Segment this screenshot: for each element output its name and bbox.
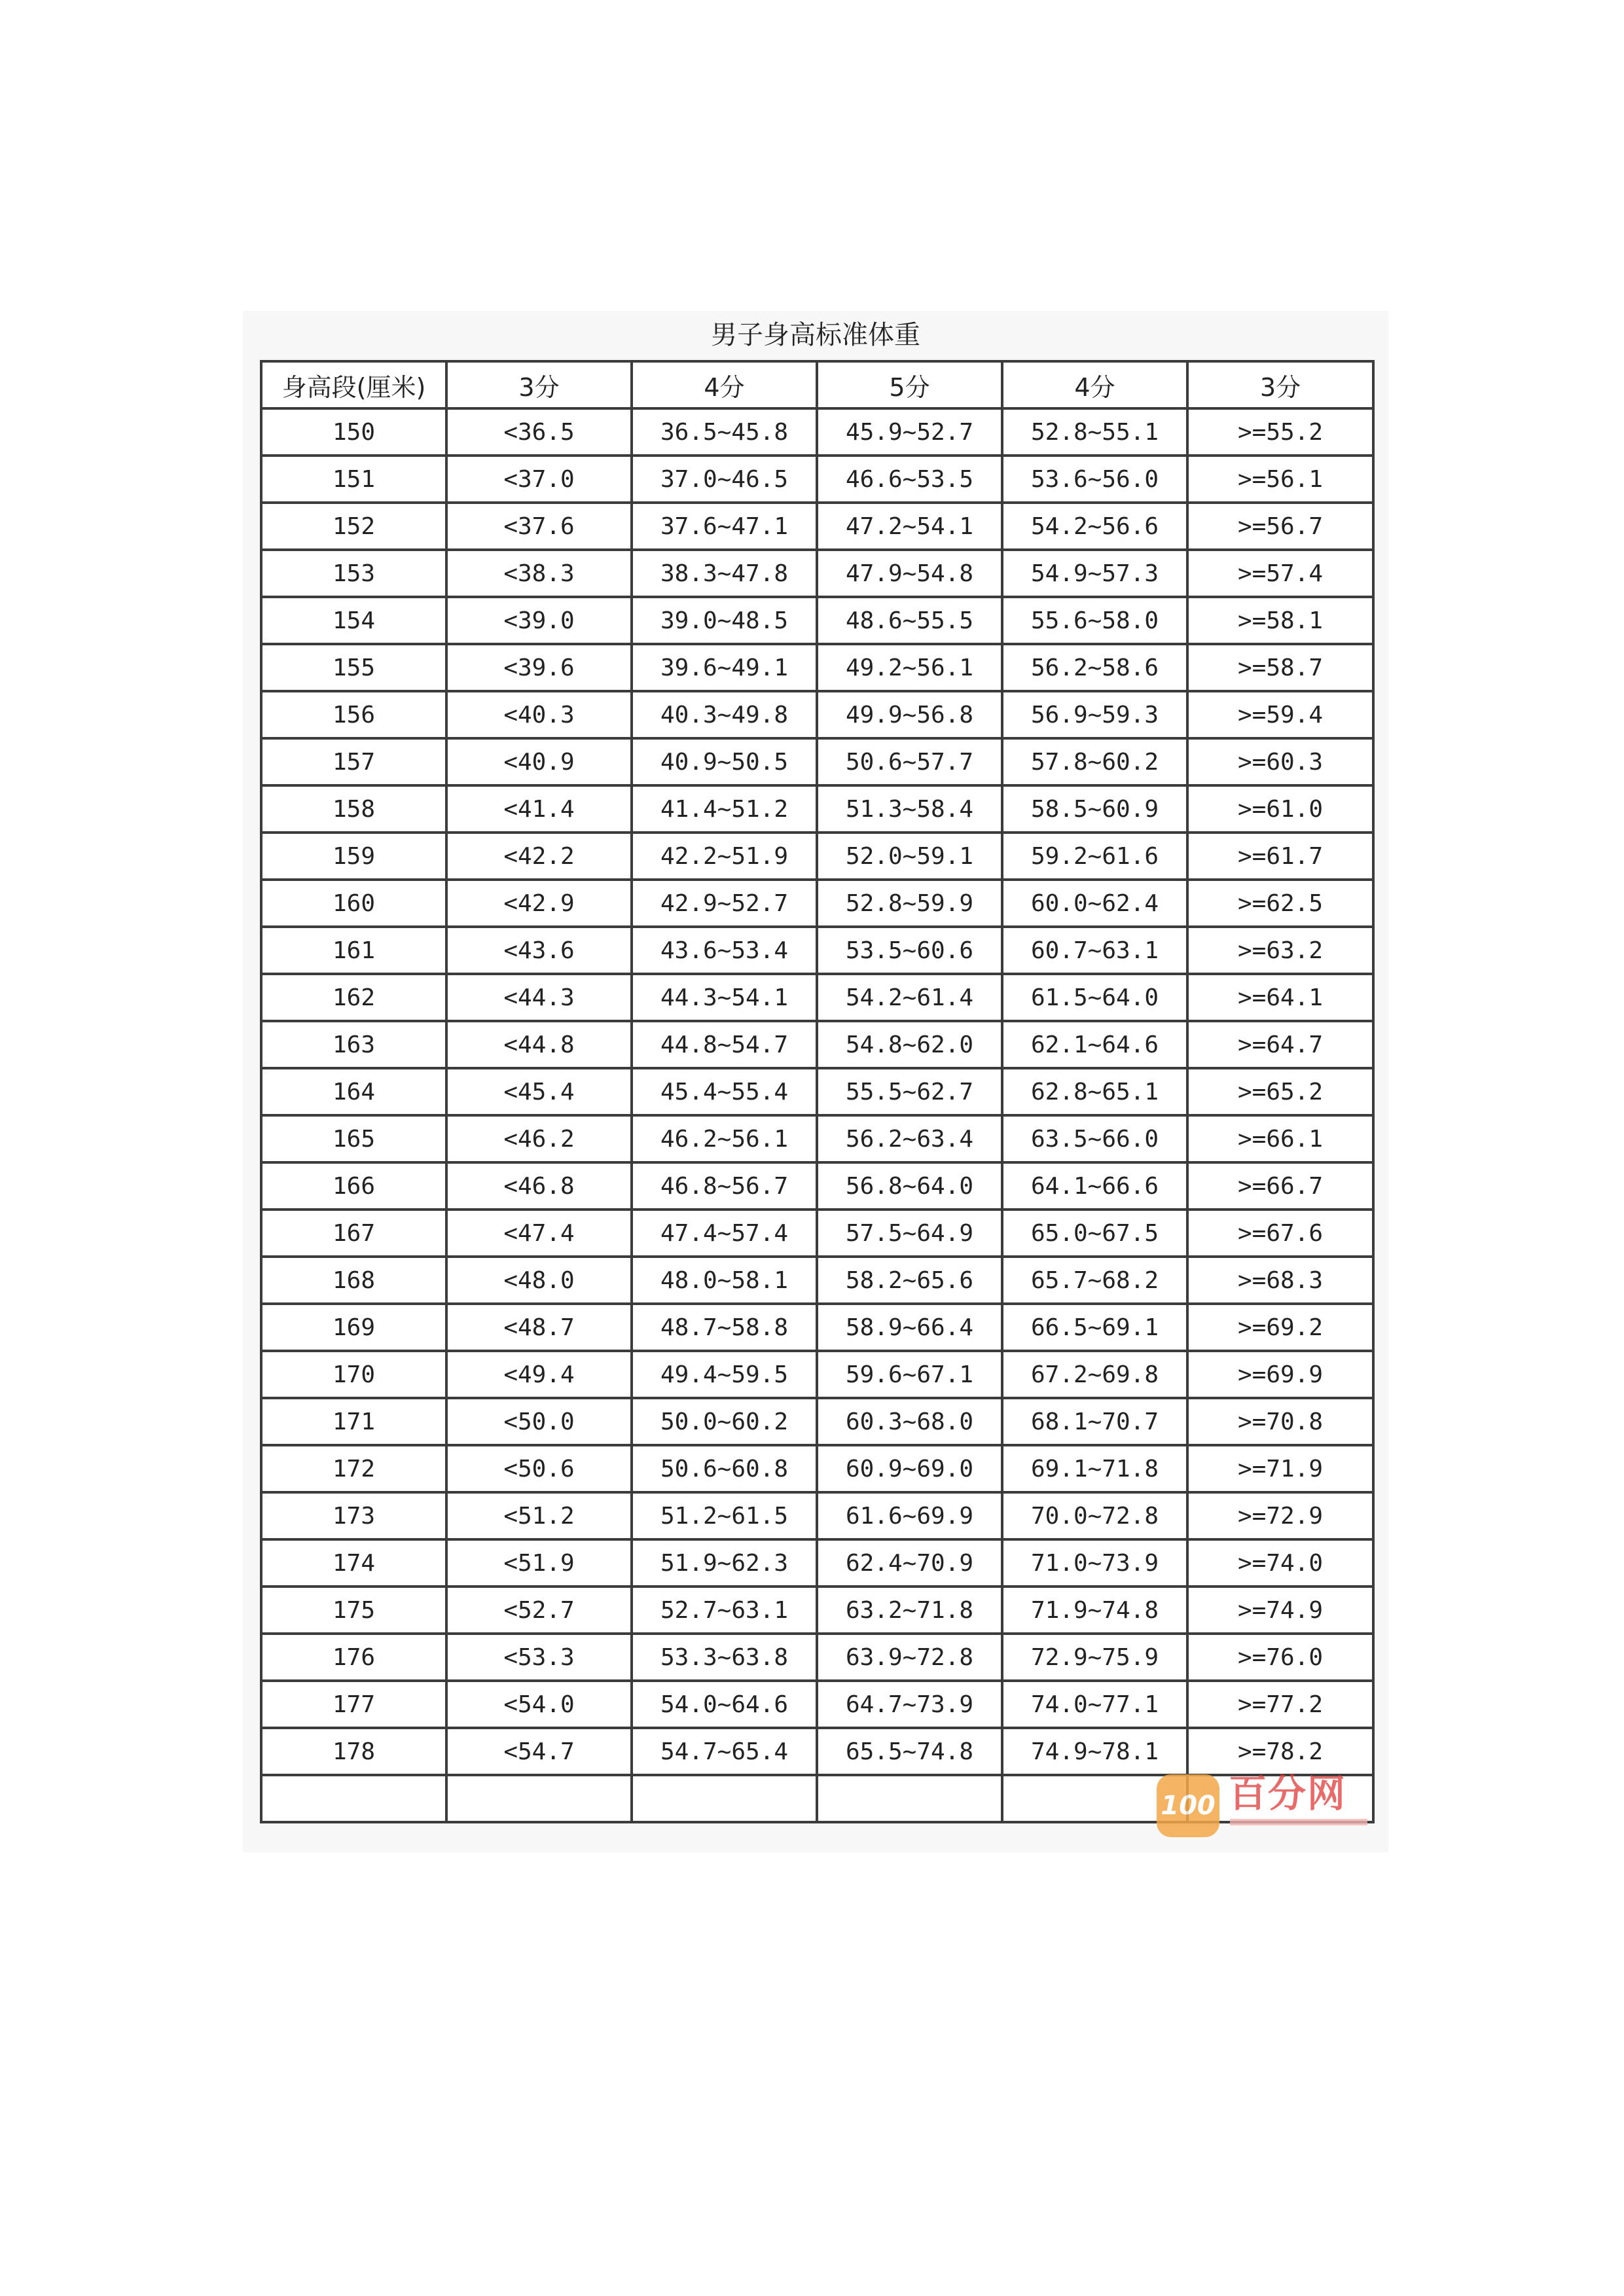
cell-score-4-low: 37.6~47.1 (632, 503, 817, 550)
header-score-3-low: 3分 (446, 361, 632, 408)
cell-score-3-low: <44.3 (446, 974, 632, 1021)
cell-height: 151 (261, 456, 446, 503)
cell-score-4-high: 71.9~74.8 (1002, 1587, 1187, 1634)
header-score-4-high: 4分 (1002, 361, 1187, 408)
table-row (261, 833, 1373, 880)
cell-score-3-high: >=72.9 (1187, 1492, 1373, 1539)
cell-score-3-high: >=71.9 (1187, 1445, 1373, 1492)
cell-score-3-high: >=57.4 (1187, 550, 1373, 597)
cell-score-3-low: <39.6 (446, 644, 632, 691)
cell-score-3-high: >=67.6 (1187, 1210, 1373, 1257)
table-row (261, 1115, 1373, 1162)
cell-score-4-low: 45.4~55.4 (632, 1068, 817, 1115)
cell-score-3-low: <40.9 (446, 738, 632, 785)
cell-score-3-high: >=58.1 (1187, 597, 1373, 644)
cell-score-3-high: >=59.4 (1187, 691, 1373, 738)
cell-score-5: 61.6~69.9 (817, 1492, 1002, 1539)
cell-score-4-high: 65.0~67.5 (1002, 1210, 1187, 1257)
cell-score-5: 64.7~73.9 (817, 1681, 1002, 1728)
cell-score-3-high: >=69.2 (1187, 1304, 1373, 1351)
cell-score-4-high: 53.6~56.0 (1002, 456, 1187, 503)
document-page (243, 311, 1388, 1852)
cell-score-5: 57.5~64.9 (817, 1210, 1002, 1257)
cell-score-5: 49.9~56.8 (817, 691, 1002, 738)
cell-score-3-low: <42.9 (446, 880, 632, 927)
cell-score-5: 60.9~69.0 (817, 1445, 1002, 1492)
cell-score-4-high: 70.0~72.8 (1002, 1492, 1187, 1539)
cell-height: 150 (261, 408, 446, 456)
table-row (261, 644, 1373, 691)
cell-score-3-low: <52.7 (446, 1587, 632, 1634)
cell-score-3-low: <54.0 (446, 1681, 632, 1728)
cell-score-3-high: >=64.1 (1187, 974, 1373, 1021)
cell-score-3-high: >=56.1 (1187, 456, 1373, 503)
table-row (261, 1162, 1373, 1210)
table-row (261, 1492, 1373, 1539)
cell-score-3-high: >=70.8 (1187, 1398, 1373, 1445)
cell-score-5: 58.9~66.4 (817, 1304, 1002, 1351)
cell-score-4-low: 51.2~61.5 (632, 1492, 817, 1539)
cell-score-4-low: 36.5~45.8 (632, 408, 817, 456)
cell-score-4-high: 74.0~77.1 (1002, 1681, 1187, 1728)
cell-score-3-low: <39.0 (446, 597, 632, 644)
header-score-3-high: 3分 (1187, 361, 1373, 408)
cell-score-3-low: <54.7 (446, 1728, 632, 1775)
cell-height: 165 (261, 1115, 446, 1162)
cell-score-4-low: 37.0~46.5 (632, 456, 817, 503)
cell-height: 170 (261, 1351, 446, 1398)
cell-score-5: 52.8~59.9 (817, 880, 1002, 927)
cell-height: 154 (261, 597, 446, 644)
cell-score-3-low: <36.5 (446, 408, 632, 456)
cell-score-4-low: 43.6~53.4 (632, 927, 817, 974)
cell-score-3-high: >=61.0 (1187, 785, 1373, 833)
cell-score-4-low: 48.7~58.8 (632, 1304, 817, 1351)
table-title: 男子身高标准体重 (711, 320, 920, 350)
cell-score-4-high: 62.8~65.1 (1002, 1068, 1187, 1115)
cell-score-5: 47.2~54.1 (817, 503, 1002, 550)
table-row (261, 597, 1373, 644)
cell-height: 175 (261, 1587, 446, 1634)
cell-score-3-low: <41.4 (446, 785, 632, 833)
cell-score-4-high (1002, 1775, 1187, 1822)
cell-score-3-high: >=74.0 (1187, 1539, 1373, 1587)
cell-score-5: 63.9~72.8 (817, 1634, 1002, 1681)
cell-score-5: 65.5~74.8 (817, 1728, 1002, 1775)
table-row (261, 550, 1373, 597)
cell-score-4-low: 51.9~62.3 (632, 1539, 817, 1587)
watermark-site-name: 百分网 (1229, 1771, 1347, 1816)
cell-score-4-low: 46.8~56.7 (632, 1162, 817, 1210)
cell-score-4-high: 66.5~69.1 (1002, 1304, 1187, 1351)
table-row (261, 927, 1373, 974)
cell-score-4-high: 62.1~64.6 (1002, 1021, 1187, 1068)
cell-height: 167 (261, 1210, 446, 1257)
cell-score-5: 53.5~60.6 (817, 927, 1002, 974)
cell-score-3-low: <38.3 (446, 550, 632, 597)
cell-score-4-high: 56.9~59.3 (1002, 691, 1187, 738)
cell-height: 161 (261, 927, 446, 974)
cell-score-5: 62.4~70.9 (817, 1539, 1002, 1587)
cell-score-4-high: 68.1~70.7 (1002, 1398, 1187, 1445)
cell-score-3-low: <48.0 (446, 1257, 632, 1304)
cell-score-4-high: 60.7~63.1 (1002, 927, 1187, 974)
cell-score-3-high: >=69.9 (1187, 1351, 1373, 1398)
table-row (261, 1634, 1373, 1681)
cell-score-3-high: >=60.3 (1187, 738, 1373, 785)
cell-score-3-high: >=76.0 (1187, 1634, 1373, 1681)
cell-score-5: 56.8~64.0 (817, 1162, 1002, 1210)
cell-score-4-low (632, 1775, 817, 1822)
cell-score-4-low: 42.9~52.7 (632, 880, 817, 927)
cell-score-5: 47.9~54.8 (817, 550, 1002, 597)
header-score-5: 5分 (817, 361, 1002, 408)
watermark-badge-text: 100 (1161, 1791, 1216, 1821)
cell-height: 176 (261, 1634, 446, 1681)
cell-score-3-high: >=58.7 (1187, 644, 1373, 691)
cell-score-5: 54.2~61.4 (817, 974, 1002, 1021)
cell-score-5: 54.8~62.0 (817, 1021, 1002, 1068)
table-row (261, 1587, 1373, 1634)
cell-height: 164 (261, 1068, 446, 1115)
table-row (261, 1021, 1373, 1068)
cell-score-3-low: <46.2 (446, 1115, 632, 1162)
table-row (261, 1304, 1373, 1351)
table-row (261, 1445, 1373, 1492)
cell-height: 157 (261, 738, 446, 785)
cell-score-3-high: >=56.7 (1187, 503, 1373, 550)
cell-height: 168 (261, 1257, 446, 1304)
cell-score-3-low: <37.0 (446, 456, 632, 503)
cell-height: 172 (261, 1445, 446, 1492)
cell-score-3-high: >=78.2 (1187, 1728, 1373, 1775)
cell-score-4-high: 58.5~60.9 (1002, 785, 1187, 833)
cell-height: 171 (261, 1398, 446, 1445)
cell-height: 169 (261, 1304, 446, 1351)
cell-score-4-low: 39.6~49.1 (632, 644, 817, 691)
header-height-range: 身高段(厘米) (261, 361, 446, 408)
cell-height: 166 (261, 1162, 446, 1210)
cell-height: 158 (261, 785, 446, 833)
table-row (261, 974, 1373, 1021)
table-row (261, 1539, 1373, 1587)
table-row (261, 880, 1373, 927)
cell-score-4-high: 64.1~66.6 (1002, 1162, 1187, 1210)
cell-score-3-low: <40.3 (446, 691, 632, 738)
cell-score-3-low: <42.2 (446, 833, 632, 880)
cell-score-4-low: 40.3~49.8 (632, 691, 817, 738)
cell-score-4-high: 55.6~58.0 (1002, 597, 1187, 644)
cell-score-4-low: 53.3~63.8 (632, 1634, 817, 1681)
cell-score-4-high: 57.8~60.2 (1002, 738, 1187, 785)
cell-score-5: 60.3~68.0 (817, 1398, 1002, 1445)
table-row (261, 456, 1373, 503)
cell-score-3-low: <44.8 (446, 1021, 632, 1068)
table-row (261, 1398, 1373, 1445)
cell-score-5: 50.6~57.7 (817, 738, 1002, 785)
cell-score-4-low: 39.0~48.5 (632, 597, 817, 644)
cell-score-4-high: 60.0~62.4 (1002, 880, 1187, 927)
table-header-row (261, 361, 1373, 408)
cell-score-4-high: 74.9~78.1 (1002, 1728, 1187, 1775)
cell-score-3-high: >=68.3 (1187, 1257, 1373, 1304)
cell-score-4-high: 71.0~73.9 (1002, 1539, 1187, 1587)
cell-score-5: 56.2~63.4 (817, 1115, 1002, 1162)
cell-score-3-low: <48.7 (446, 1304, 632, 1351)
cell-score-4-high: 59.2~61.6 (1002, 833, 1187, 880)
cell-score-3-high (1187, 1775, 1373, 1822)
cell-height: 177 (261, 1681, 446, 1728)
cell-score-4-high: 67.2~69.8 (1002, 1351, 1187, 1398)
cell-score-4-low: 54.0~64.6 (632, 1681, 817, 1728)
cell-score-4-high: 65.7~68.2 (1002, 1257, 1187, 1304)
cell-score-5: 45.9~52.7 (817, 408, 1002, 456)
cell-score-3-low (446, 1775, 632, 1822)
table-row (261, 1728, 1373, 1775)
cell-score-4-low: 46.2~56.1 (632, 1115, 817, 1162)
cell-score-4-low: 42.2~51.9 (632, 833, 817, 880)
table-row (261, 1351, 1373, 1398)
cell-score-3-high: >=63.2 (1187, 927, 1373, 974)
cell-score-3-low: <46.8 (446, 1162, 632, 1210)
table-row (261, 503, 1373, 550)
cell-score-3-high: >=66.1 (1187, 1115, 1373, 1162)
table-row (261, 785, 1373, 833)
table-row (261, 1681, 1373, 1728)
cell-score-3-high: >=66.7 (1187, 1162, 1373, 1210)
cell-score-3-high: >=77.2 (1187, 1681, 1373, 1728)
cell-score-5: 55.5~62.7 (817, 1068, 1002, 1115)
cell-height: 152 (261, 503, 446, 550)
cell-score-4-high: 61.5~64.0 (1002, 974, 1187, 1021)
table-row (261, 408, 1373, 456)
table-row (261, 1775, 1373, 1822)
cell-score-3-high: >=74.9 (1187, 1587, 1373, 1634)
header-score-4-low: 4分 (632, 361, 817, 408)
cell-score-3-low: <49.4 (446, 1351, 632, 1398)
cell-score-4-low: 49.4~59.5 (632, 1351, 817, 1398)
cell-score-3-low: <37.6 (446, 503, 632, 550)
cell-score-3-high: >=62.5 (1187, 880, 1373, 927)
cell-score-4-low: 44.8~54.7 (632, 1021, 817, 1068)
cell-score-4-high: 54.2~56.6 (1002, 503, 1187, 550)
cell-score-4-high: 69.1~71.8 (1002, 1445, 1187, 1492)
cell-score-4-high: 63.5~66.0 (1002, 1115, 1187, 1162)
cell-score-5 (817, 1775, 1002, 1822)
cell-score-4-low: 48.0~58.1 (632, 1257, 817, 1304)
cell-score-4-low: 41.4~51.2 (632, 785, 817, 833)
table-row (261, 1210, 1373, 1257)
cell-score-3-low: <53.3 (446, 1634, 632, 1681)
cell-score-4-high: 56.2~58.6 (1002, 644, 1187, 691)
cell-score-3-low: <51.9 (446, 1539, 632, 1587)
cell-score-3-low: <43.6 (446, 927, 632, 974)
cell-height: 163 (261, 1021, 446, 1068)
cell-score-3-high: >=65.2 (1187, 1068, 1373, 1115)
cell-score-3-high: >=64.7 (1187, 1021, 1373, 1068)
cell-score-5: 58.2~65.6 (817, 1257, 1002, 1304)
table-row (261, 1068, 1373, 1115)
cell-score-4-low: 47.4~57.4 (632, 1210, 817, 1257)
cell-score-3-low: <50.6 (446, 1445, 632, 1492)
cell-score-5: 59.6~67.1 (817, 1351, 1002, 1398)
cell-score-3-high: >=55.2 (1187, 408, 1373, 456)
cell-height: 153 (261, 550, 446, 597)
cell-height (261, 1775, 446, 1822)
weight-standard-table (260, 360, 1375, 1823)
cell-score-3-high: >=61.7 (1187, 833, 1373, 880)
cell-score-5: 52.0~59.1 (817, 833, 1002, 880)
cell-score-5: 49.2~56.1 (817, 644, 1002, 691)
cell-score-4-low: 54.7~65.4 (632, 1728, 817, 1775)
cell-score-5: 46.6~53.5 (817, 456, 1002, 503)
cell-score-4-high: 54.9~57.3 (1002, 550, 1187, 597)
cell-score-4-low: 40.9~50.5 (632, 738, 817, 785)
cell-score-3-low: <45.4 (446, 1068, 632, 1115)
table-body (261, 408, 1373, 1822)
cell-score-4-high: 72.9~75.9 (1002, 1634, 1187, 1681)
cell-score-4-low: 50.0~60.2 (632, 1398, 817, 1445)
cell-height: 160 (261, 880, 446, 927)
table-row (261, 1257, 1373, 1304)
cell-height: 173 (261, 1492, 446, 1539)
cell-score-3-low: <47.4 (446, 1210, 632, 1257)
cell-score-5: 51.3~58.4 (817, 785, 1002, 833)
cell-height: 156 (261, 691, 446, 738)
cell-score-5: 48.6~55.5 (817, 597, 1002, 644)
cell-height: 162 (261, 974, 446, 1021)
cell-height: 155 (261, 644, 446, 691)
cell-score-4-low: 52.7~63.1 (632, 1587, 817, 1634)
cell-score-4-high: 52.8~55.1 (1002, 408, 1187, 456)
cell-height: 178 (261, 1728, 446, 1775)
cell-score-4-low: 38.3~47.8 (632, 550, 817, 597)
cell-height: 174 (261, 1539, 446, 1587)
table-row (261, 738, 1373, 785)
table-row (261, 691, 1373, 738)
cell-score-5: 63.2~71.8 (817, 1587, 1002, 1634)
cell-score-4-low: 44.3~54.1 (632, 974, 817, 1021)
cell-score-3-low: <50.0 (446, 1398, 632, 1445)
cell-score-3-low: <51.2 (446, 1492, 632, 1539)
cell-score-4-low: 50.6~60.8 (632, 1445, 817, 1492)
cell-height: 159 (261, 833, 446, 880)
